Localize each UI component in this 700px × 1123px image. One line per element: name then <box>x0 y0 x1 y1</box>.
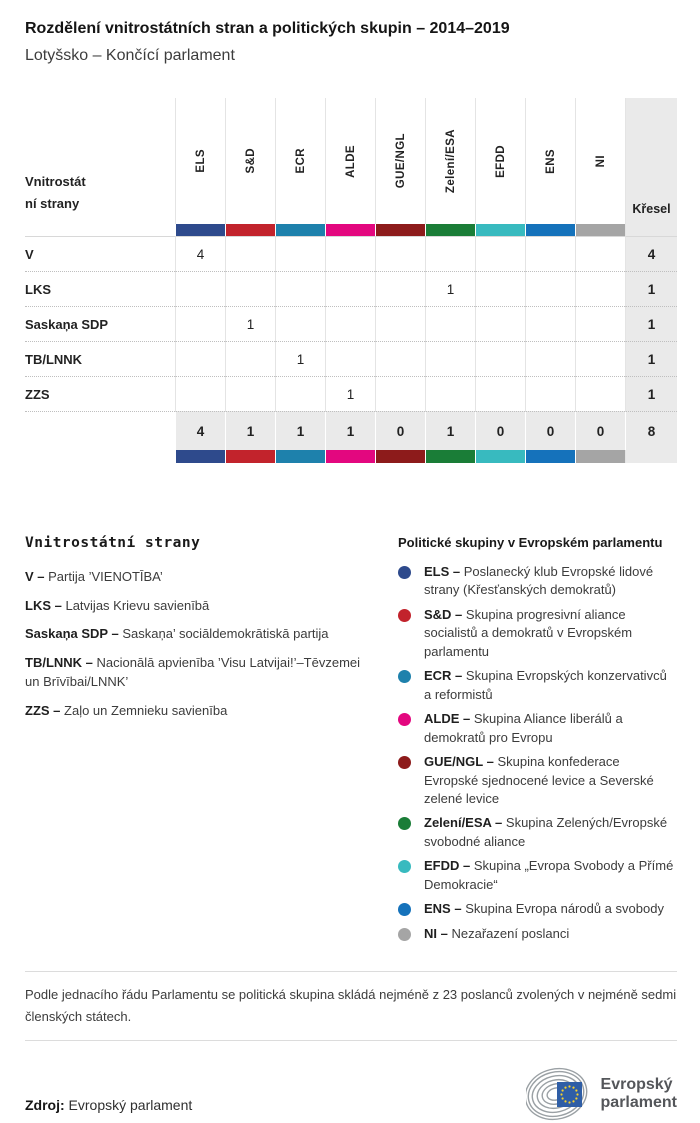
column-header-label: EFDD <box>494 144 507 178</box>
group-color-bar-zeleni-esa <box>425 224 475 236</box>
group-legend-item-sd <box>398 606 677 661</box>
group-color-bar-els <box>175 450 225 463</box>
group-name: Skupina Aliance liberálů a demokratů pro Evropu <box>424 711 623 745</box>
european-parliament-logo <box>526 1065 677 1123</box>
group-code: ENS – <box>424 901 462 917</box>
group-color-bar-zeleni-esa <box>425 450 475 463</box>
group-code: ECR – <box>424 668 463 684</box>
group-legend-item-alde <box>398 710 677 747</box>
footnote: Podle jednacího řádu Parlamentu se politická skupina skládá nejméně z 23 poslanců zvolených v nejméně sedmi členských státech. <box>25 987 677 1024</box>
ecr-color-dot-icon <box>398 670 411 683</box>
group-code: NI – <box>424 925 448 941</box>
group-legend-item-efdd <box>398 857 677 894</box>
cell <box>475 236 525 271</box>
total-ni: 0 <box>575 411 625 450</box>
cell <box>225 236 275 271</box>
political-groups-legend <box>398 535 677 949</box>
cell <box>325 236 375 271</box>
total-guengl: 0 <box>375 411 425 450</box>
ep-wordmark <box>601 1076 677 1113</box>
cell <box>225 376 275 411</box>
party-code: ZZS – <box>25 702 61 718</box>
group-legend-item-zeleni-esa <box>398 814 677 851</box>
column-header-sd <box>225 98 275 224</box>
group-code: ELS – <box>424 564 461 579</box>
seats-column-background <box>625 450 677 463</box>
row-name-saskana-sdp: Saskaņa SDP <box>25 306 175 341</box>
column-header-label: ALDE <box>344 144 357 178</box>
source-row <box>25 1065 677 1123</box>
ens-color-dot-icon <box>398 903 411 916</box>
cell <box>375 306 425 341</box>
group-description <box>424 900 664 918</box>
group-description <box>424 563 677 600</box>
cell: 4 <box>175 236 225 271</box>
group-legend-item-guengl <box>398 753 677 808</box>
cell <box>325 341 375 376</box>
party-legend-item-saskana-sdp <box>25 624 398 644</box>
cell <box>275 236 325 271</box>
alde-color-dot-icon <box>398 713 411 726</box>
column-header-ni <box>575 98 625 224</box>
group-name: Nezařazení poslanci <box>451 925 570 941</box>
group-color-bar-sd <box>225 450 275 463</box>
cell <box>225 341 275 376</box>
party-code: LKS – <box>25 597 62 613</box>
cell <box>375 236 425 271</box>
group-color-bar-guengl <box>375 450 425 463</box>
group-color-bar-efdd <box>475 450 525 463</box>
cell <box>525 236 575 271</box>
group-legend-item-ni <box>398 925 677 943</box>
group-code: S&D – <box>424 606 463 622</box>
cell <box>325 271 375 306</box>
row-name-v: V <box>25 236 175 271</box>
group-code: ALDE – <box>424 711 471 727</box>
cell <box>475 306 525 341</box>
spacer-cell <box>25 224 175 236</box>
group-name: Skupina „Evropa Svobody a Přímé Demokracie“ <box>424 858 674 892</box>
cell <box>275 271 325 306</box>
cell <box>475 376 525 411</box>
row-seats-saskana-sdp: 1 <box>625 306 677 341</box>
party-legend-item-lks <box>25 596 398 616</box>
party-name: Zaļo un Zemnieku savienība <box>64 702 228 718</box>
column-header-label: Zelení/ESA <box>444 128 457 194</box>
sd-color-dot-icon <box>398 609 411 622</box>
divider <box>25 1040 677 1041</box>
column-header-ecr <box>275 98 325 224</box>
row-name-tb-lnnk: TB/LNNK <box>25 341 175 376</box>
cell <box>375 376 425 411</box>
total-els: 4 <box>175 411 225 450</box>
group-code: GUE/NGL – <box>424 754 494 770</box>
page-subtitle: Lotyšsko – Končící parlament <box>25 47 235 64</box>
column-header-label: S&D <box>244 148 257 174</box>
zeleni-esa-color-dot-icon <box>398 817 411 830</box>
party-name: Nacionālā apvienība ’Visu Latvijai!’–Tēvzemei un Brīvībai/LNNK’ <box>25 654 361 689</box>
source-text <box>25 1097 192 1123</box>
row-seats-zzs: 1 <box>625 376 677 411</box>
total-seats: 8 <box>625 411 677 450</box>
group-color-bar-alde <box>325 450 375 463</box>
row-seats-tb-lnnk: 1 <box>625 341 677 376</box>
column-header-label: NI <box>594 154 607 168</box>
cell <box>175 376 225 411</box>
cell <box>425 376 475 411</box>
cell <box>575 341 625 376</box>
ep-wordmark-line1: Evropský <box>600 1075 673 1093</box>
group-name: Poslanecký klub Evropské lidové strany (Křesťanských demokratů) <box>424 564 654 598</box>
cell <box>175 341 225 376</box>
group-color-bar-guengl <box>375 224 425 236</box>
column-header-efdd <box>475 98 525 224</box>
group-name: Skupina Evropských konzervativců a reformistů <box>424 668 667 702</box>
cell <box>475 271 525 306</box>
cell: 1 <box>325 376 375 411</box>
group-description <box>424 667 677 704</box>
column-header-alde <box>325 98 375 224</box>
column-header-els <box>175 98 225 224</box>
political-groups-legend-heading: Politické skupiny v Evropském parlamentu <box>398 535 663 550</box>
total-ens: 0 <box>525 411 575 450</box>
cell <box>425 341 475 376</box>
group-color-bar-ens <box>525 450 575 463</box>
group-legend-item-ecr <box>398 667 677 704</box>
cell <box>525 306 575 341</box>
group-color-bar-ecr <box>275 224 325 236</box>
total-alde: 1 <box>325 411 375 450</box>
cell <box>575 271 625 306</box>
national-parties-legend <box>25 535 398 949</box>
guengl-color-dot-icon <box>398 756 411 769</box>
national-parties-legend-heading: Vnitrostátní strany <box>25 535 201 551</box>
total-sd: 1 <box>225 411 275 450</box>
totals-spacer-cell <box>25 411 175 450</box>
column-header-label: ENS <box>544 148 557 174</box>
cell: 1 <box>425 271 475 306</box>
row-name-zzs: ZZS <box>25 376 175 411</box>
group-name: Skupina progresivní aliance socialistů a demokratů v Evropském parlamentu <box>424 606 633 659</box>
group-code: EFDD – <box>424 858 471 874</box>
party-legend-item-v <box>25 567 398 587</box>
cell <box>175 306 225 341</box>
national-parties-header-label: Vnitrostátní strany <box>25 173 86 211</box>
legends-section <box>25 535 677 949</box>
cell: 1 <box>225 306 275 341</box>
column-header-seats: Křesel <box>625 98 677 224</box>
party-name: Saskaņa’ sociāldemokrātiskā partija <box>122 626 329 641</box>
ep-wordmark-line2: parlament <box>600 1094 677 1112</box>
row-name-lks: LKS <box>25 271 175 306</box>
corner-header-cell <box>25 98 175 224</box>
total-zeleni-esa: 1 <box>425 411 475 450</box>
group-name: Skupina konfederace Evropské sjednocené levice a Severské zelené levice <box>424 754 654 806</box>
cell <box>525 271 575 306</box>
ep-hemicycle-icon <box>526 1065 592 1123</box>
group-color-bar-efdd <box>475 224 525 236</box>
party-name: Latvijas Krievu savienībā <box>65 597 210 613</box>
column-header-ens <box>525 98 575 224</box>
group-code: Zelení/ESA – <box>424 815 503 831</box>
column-header-label: ECR <box>294 148 307 174</box>
cell <box>525 341 575 376</box>
seats-column-background <box>625 224 677 236</box>
total-ecr: 1 <box>275 411 325 450</box>
party-code: TB/LNNK – <box>25 654 93 670</box>
group-description <box>424 857 677 894</box>
column-header-guengl <box>375 98 425 224</box>
page-title: Rozdělení vnitrostátních stran a politických skupin – 2014–2019 <box>25 20 510 37</box>
group-color-bar-alde <box>325 224 375 236</box>
group-color-bar-sd <box>225 224 275 236</box>
group-legend-item-ens <box>398 900 677 918</box>
cell <box>175 271 225 306</box>
group-description <box>424 710 677 747</box>
cell <box>425 236 475 271</box>
group-legend-item-els <box>398 563 677 600</box>
total-efdd: 0 <box>475 411 525 450</box>
cell <box>325 306 375 341</box>
group-color-bar-ens <box>525 224 575 236</box>
source-label: Zdroj: <box>25 1097 65 1114</box>
cell <box>275 376 325 411</box>
cell <box>375 271 425 306</box>
column-header-zeleni-esa <box>425 98 475 224</box>
cell <box>475 341 525 376</box>
group-description <box>424 753 677 808</box>
column-header-label: GUE/NGL <box>394 133 407 189</box>
efdd-color-dot-icon <box>398 860 411 873</box>
source-value: Evropský parlament <box>68 1097 193 1114</box>
cell <box>275 306 325 341</box>
group-color-bar-ecr <box>275 450 325 463</box>
party-code: Saskaņa SDP – <box>25 626 119 641</box>
group-description <box>424 925 569 943</box>
group-name: Skupina Evropa národů a svobody <box>465 901 664 917</box>
cell <box>525 376 575 411</box>
group-description <box>424 606 677 661</box>
cell <box>375 341 425 376</box>
cell <box>225 271 275 306</box>
cell: 1 <box>275 341 325 376</box>
cell <box>575 376 625 411</box>
group-description <box>424 814 677 851</box>
ni-color-dot-icon <box>398 928 411 941</box>
group-color-bar-ni <box>575 450 625 463</box>
seats-distribution-table <box>25 98 677 463</box>
els-color-dot-icon <box>398 566 411 579</box>
cell <box>575 306 625 341</box>
row-seats-v: 4 <box>625 236 677 271</box>
group-color-bar-els <box>175 224 225 236</box>
party-name: Partija ’VIENOTĪBA’ <box>48 569 163 584</box>
cell <box>425 306 475 341</box>
party-legend-item-tb-lnnk <box>25 653 398 692</box>
group-name: Skupina Zelených/Evropské svobodné aliance <box>424 815 668 849</box>
group-color-bar-ni <box>575 224 625 236</box>
row-seats-lks: 1 <box>625 271 677 306</box>
party-code: V – <box>25 569 45 584</box>
party-legend-item-zzs <box>25 701 398 721</box>
spacer-cell <box>25 450 175 463</box>
cell <box>575 236 625 271</box>
column-header-label: ELS <box>194 149 207 173</box>
